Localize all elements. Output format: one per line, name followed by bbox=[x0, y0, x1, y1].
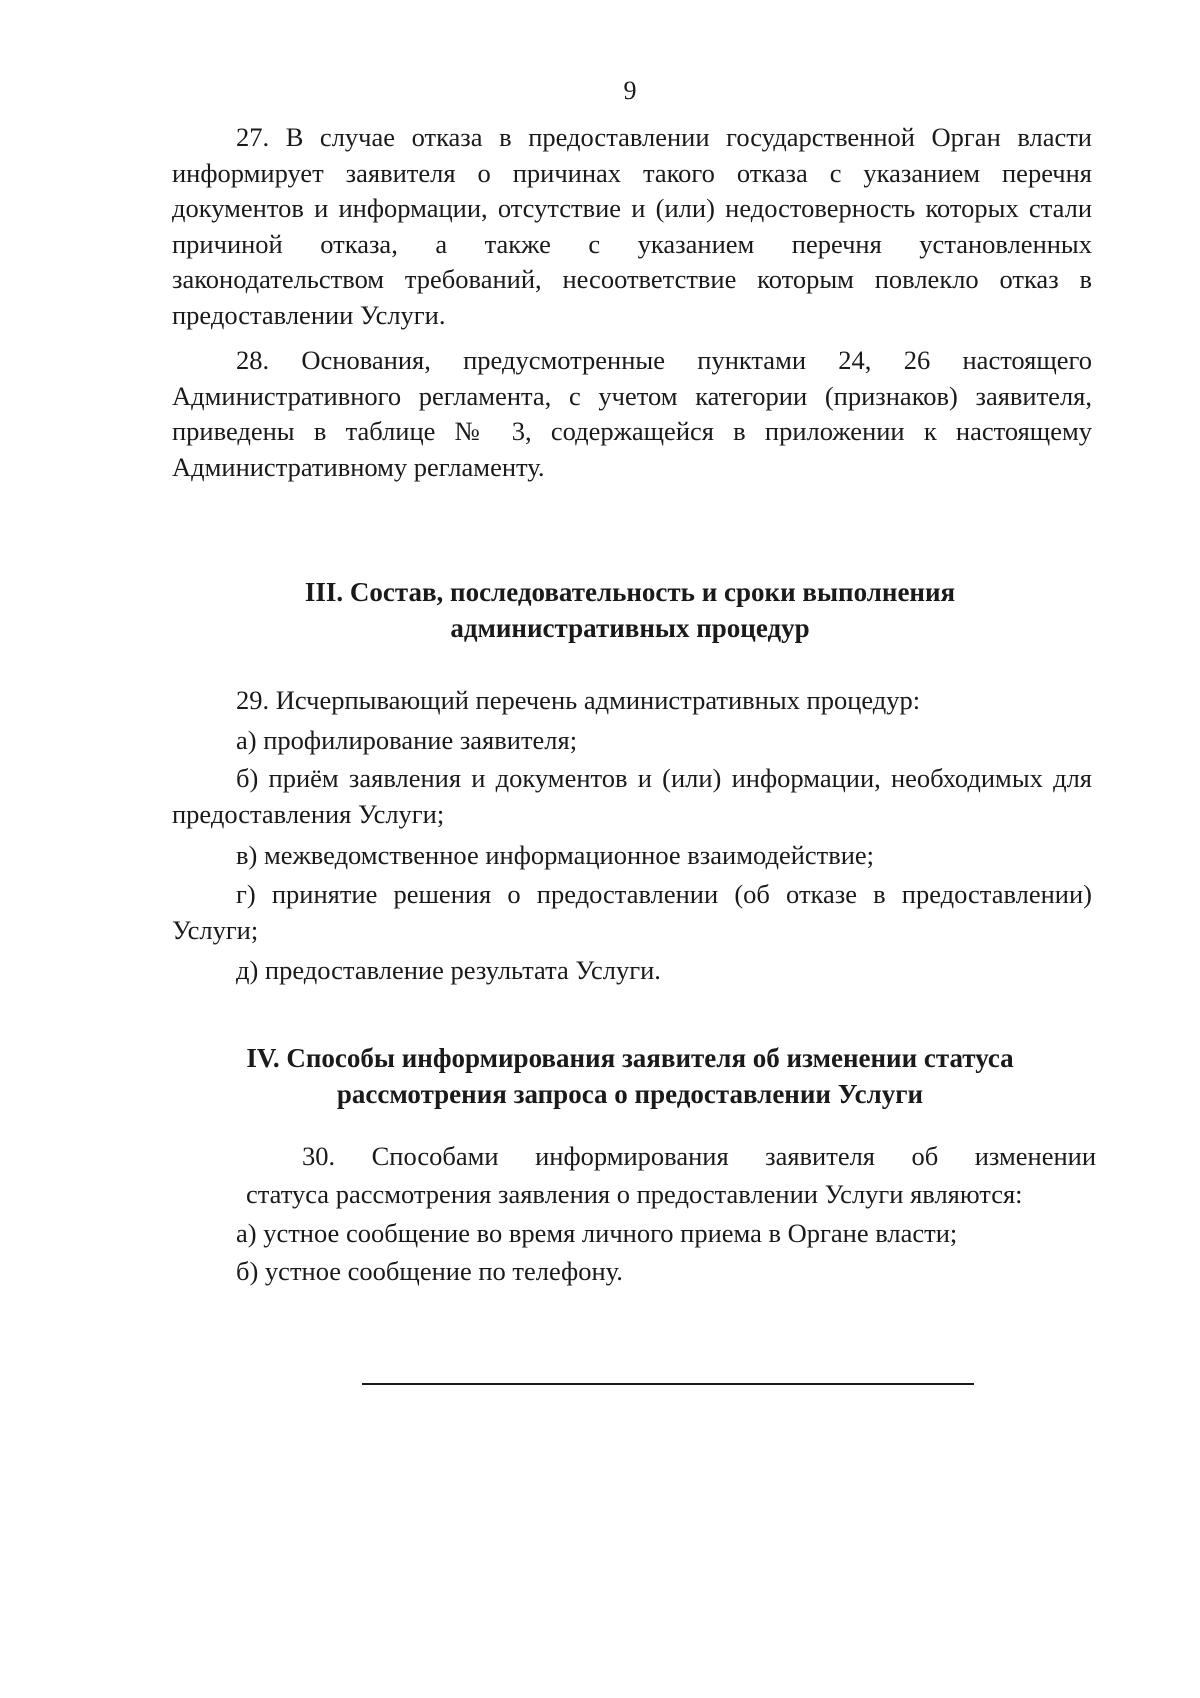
paragraph-29-intro: 29. Исчерпывающий перечень административных процедур: bbox=[236, 685, 921, 715]
list-item-29-b: б) приём заявления и документов и (или) информации, необходимых для предоставления Услуги; bbox=[172, 763, 1092, 829]
list-item-29-d: д) предоставление результата Услуги. bbox=[236, 955, 661, 985]
list-item-29-g: г) принятие решения о предоставлении (об отказе в предоставлении) Услуги; bbox=[172, 879, 1092, 945]
section-3-heading-line-2: административных процедур bbox=[450, 613, 810, 643]
paragraph-30-line-1: 30. Способами информирования заявителя об изменении bbox=[302, 1141, 1096, 1171]
paragraph-30-line-2: статуса рассмотрения заявления о предоставлении Услуги являются: bbox=[246, 1179, 1023, 1209]
list-item-30-a: а) устное сообщение во время личного приема в Органе власти; bbox=[236, 1218, 958, 1248]
paragraph-28: 28. Основания, предусмотренные пунктами 24, 26 настоящего Административного регламента, с учетом категории (признаков) заявителя, приведены в таблице № 3, содержащейся в приложении к настоящему Административному регламенту. bbox=[172, 345, 1092, 482]
list-item-29-a: а) профилирование заявителя; bbox=[236, 725, 578, 755]
page-number: 9 bbox=[623, 76, 637, 105]
paragraph-27: 27. В случае отказа в предоставлении государственной Орган власти информирует заявителя о причинах такого отказа с указанием перечня документов и информации, отсутствие и (или) недостоверность которых стали причиной отказа, а также с указанием перечня установленных законодательством требований, несоответствие которым повлекло отказ в предоставлении Услуги. bbox=[172, 122, 1092, 330]
section-4-heading-line-2: рассмотрения запроса о предоставлении Услуги bbox=[336, 1079, 924, 1109]
end-of-document-divider bbox=[362, 1383, 974, 1385]
section-3-heading-line-1: III. Состав, последовательность и сроки выполнения bbox=[304, 577, 956, 607]
list-item-30-b: б) устное сообщение по телефону. bbox=[236, 1256, 623, 1286]
section-4-heading-line-1: IV. Способы информирования заявителя об изменении статуса bbox=[246, 1043, 1014, 1073]
list-item-29-v: в) межведомственное информационное взаимодействие; bbox=[236, 840, 875, 870]
